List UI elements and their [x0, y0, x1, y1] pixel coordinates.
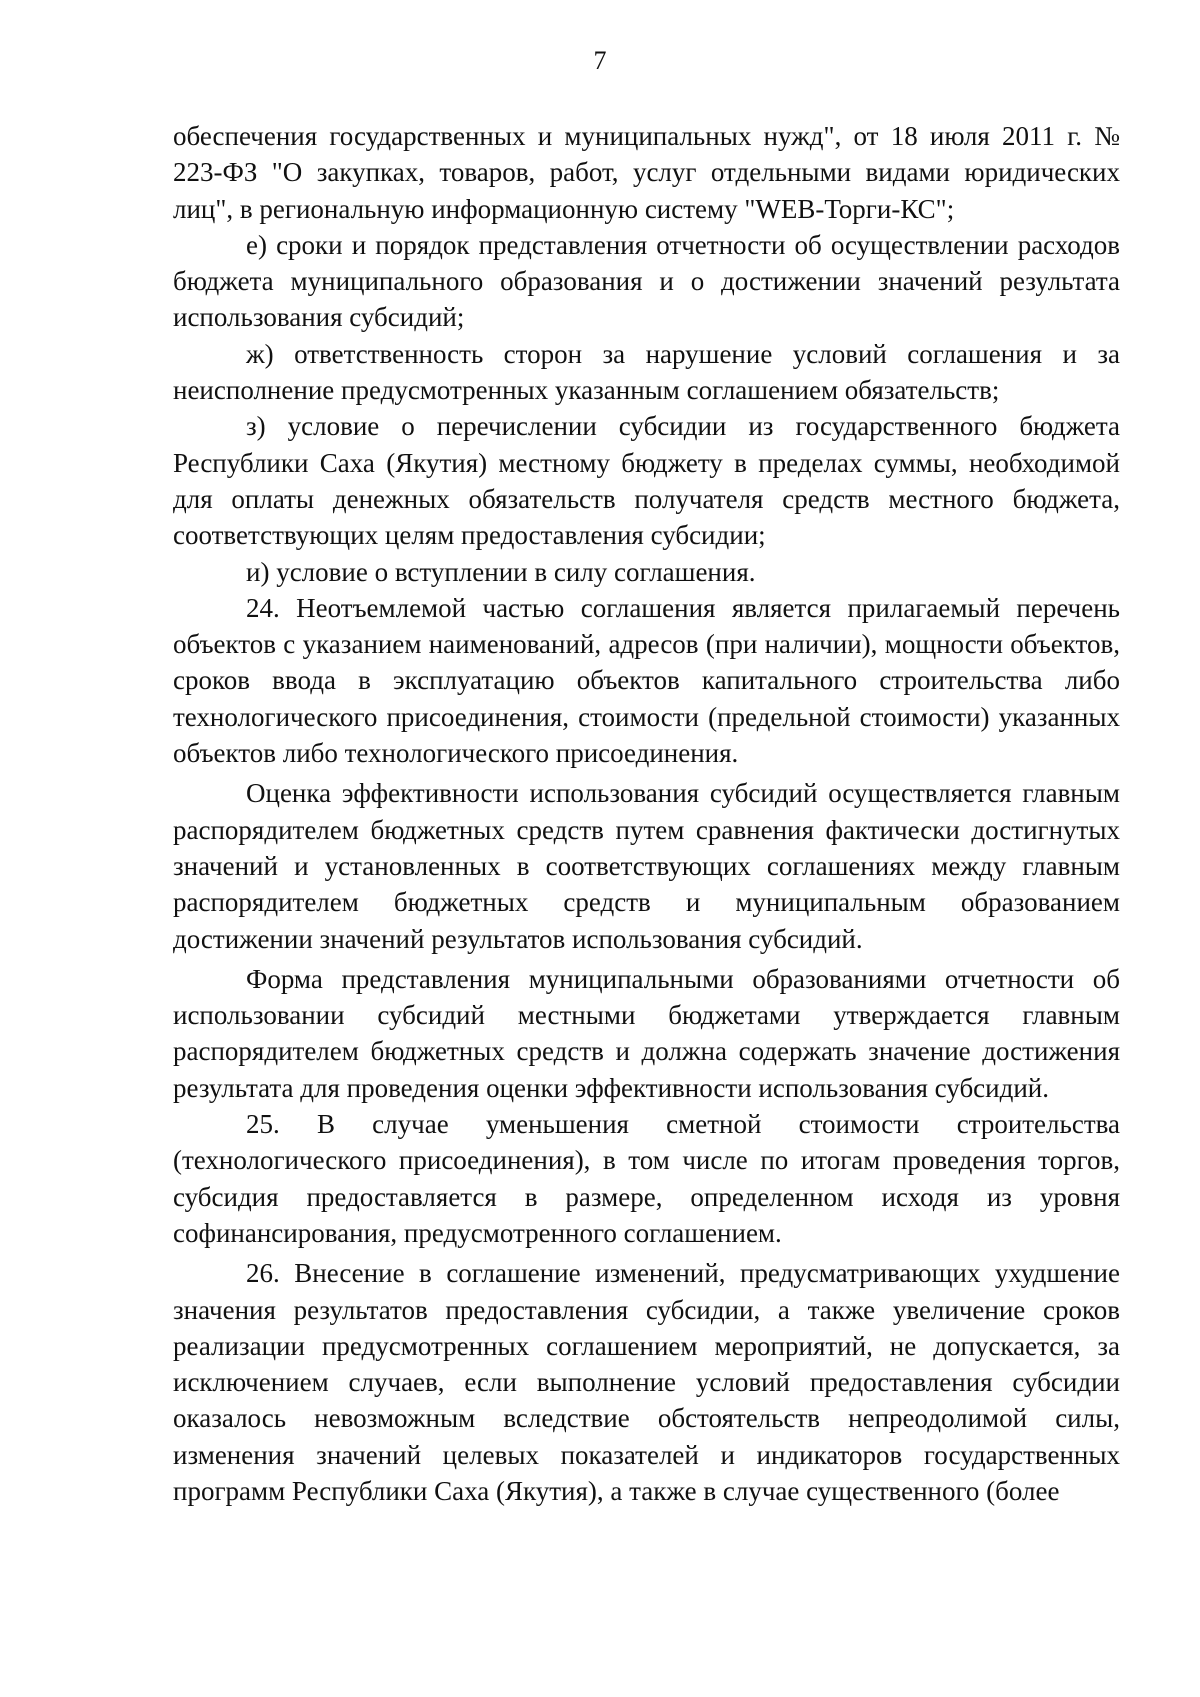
- paragraph-26: 26. Внесение в соглашение изменений, предусматривающих ухудшение значения результатов предоставления субсидии, а также увеличение сроков реализации предусмотренных соглашением мероприятий, не допускается, за исключением случаев, если выполнение условий предоставления субсидии оказалось невозможным вследствие обстоятельств непреодолимой силы, изменения значений целевых показателей и индикаторов государственных программ Республики Саха (Якутия), а также в случае существенного (более: [173, 1258, 1120, 1506]
- paragraph-24: 24. Неотъемлемой частью соглашения является прилагаемый перечень объектов с указанием наименований, адресов (при наличии), мощности объектов, сроков ввода в эксплуатацию объектов капитального строительства либо технологического присоединения, стоимости (предельной стоимости) указанных объектов либо технологического присоединения.: [173, 592, 1120, 769]
- paragraph-continuation: обеспечения государственных и муниципальных нужд", от 18 июля 2011 г. № 223-ФЗ "О закупках, товаров, работ, услуг отдельными видами юридических лиц", в региональную информационную систему "WEB-Торги-КС";: [173, 121, 1120, 224]
- paragraph-reporting-form: Форма представления муниципальными образованиями отчетности об использовании субсидий местными бюджетами утверждается главным распорядителем бюджетных средств и должна содержать значение достижения результата для проведения оценки эффективности использования субсидий.: [173, 963, 1120, 1103]
- paragraph-25: 25. В случае уменьшения сметной стоимости строительства (технологического присоединения), в том числе по итогам проведения торгов, субсидия предоставляется в размере, определенном исходя из уровня софинансирования, предусмотренного соглашением.: [173, 1109, 1120, 1248]
- paragraph-item-e: е) сроки и порядок представления отчетности об осуществлении расходов бюджета муниципального образования и о достижении значений результата использования субсидий;: [173, 229, 1120, 333]
- paragraph-efficiency-assessment: Оценка эффективности использования субсидий осуществляется главным распорядителем бюджетных средств путем сравнения фактически достигнутых значений и установленных в соответствующих соглашениях между главным распорядителем бюджетных средств и муниципальным образованием достижении значений результатов использования субсидий.: [173, 778, 1120, 954]
- page-number: 7: [593, 46, 607, 75]
- document-body: [173, 118, 1120, 1509]
- paragraph-item-zh: ж) ответственность сторон за нарушение условий соглашения и за неисполнение предусмотренных указанным соглашением обязательств;: [173, 338, 1120, 406]
- paragraph-item-i: и) условие о вступлении в силу соглашения.: [246, 556, 756, 587]
- paragraph-item-z: з) условие о перечислении субсидии из государственного бюджета Республики Саха (Якутия) местному бюджету в пределах суммы, необходимой для оплаты денежных обязательств получателя средств местного бюджета, соответствующих целям предоставления субсидии;: [173, 411, 1120, 551]
